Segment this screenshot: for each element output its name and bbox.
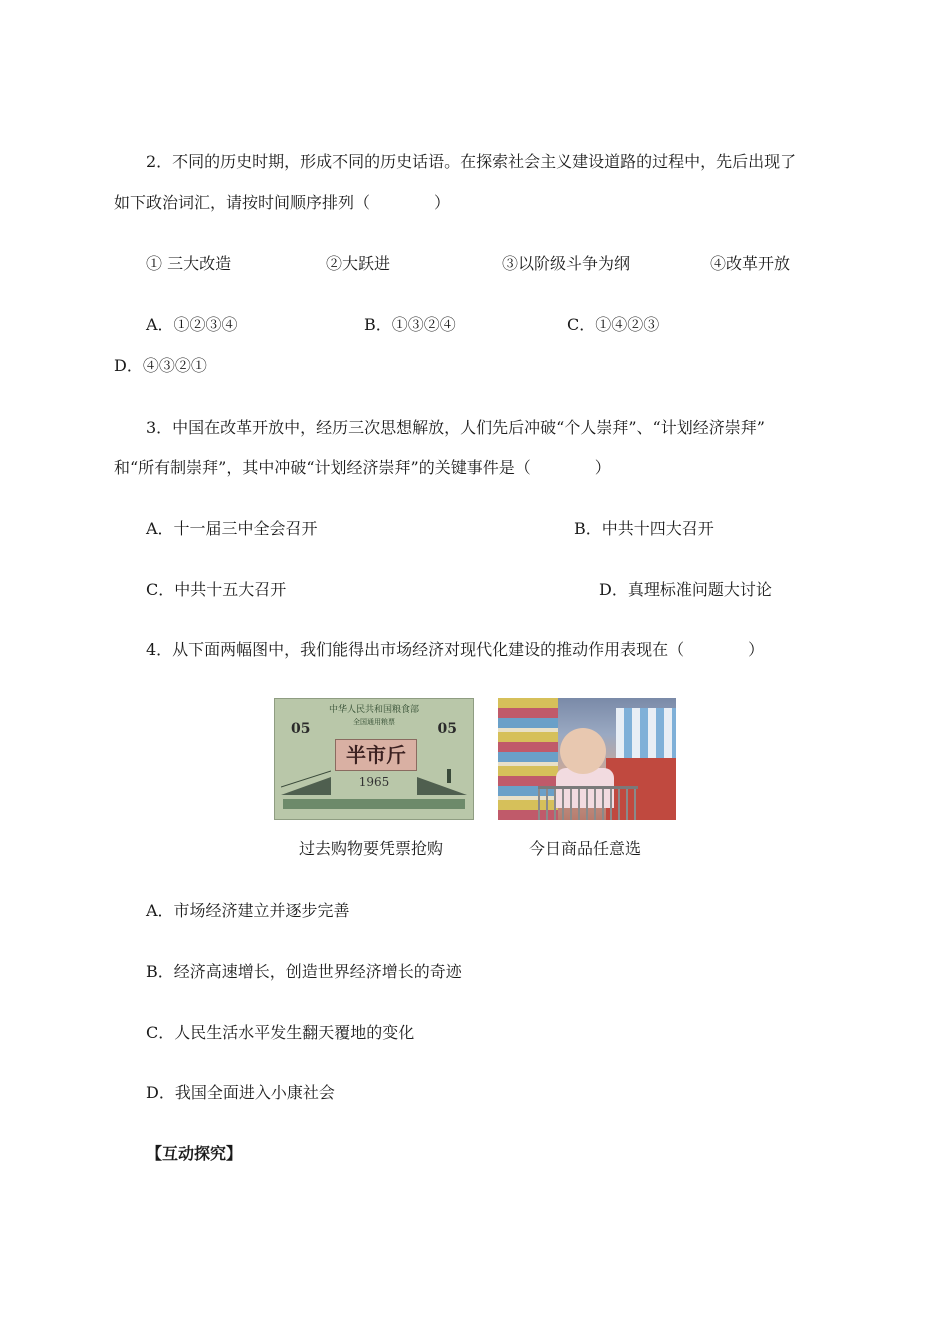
q2-item-4: ④改革开放 <box>710 254 791 273</box>
coupon-denom-right: 05 <box>437 721 457 737</box>
q3-option-b: B．中共十四大召开 <box>574 519 714 538</box>
section-heading: 【互动探究】 <box>146 1144 243 1163</box>
q3-option-c: C．中共十五大召开 <box>146 580 287 599</box>
q4-option-b: B．经济高速增长，创造世界经济增长的奇迹 <box>146 962 462 981</box>
shopping-cart <box>538 786 638 820</box>
caption-coupon: 过去购物要凭票抢购 <box>299 839 444 858</box>
supermarket-photo <box>498 698 676 820</box>
q2-item-3: ③以阶级斗争为纲 <box>502 254 631 273</box>
q4-option-d: D．我国全面进入小康社会 <box>146 1083 335 1102</box>
q2-option-a: A．①②③④ <box>146 315 238 334</box>
coupon-bottom-band <box>283 799 465 809</box>
coupon-year: 1965 <box>358 775 390 789</box>
coupon-subheader: 全国通用粮票 <box>353 718 395 726</box>
q2-item-1: ① 三大改造 <box>146 254 232 273</box>
q2-stem-line2: 如下政治词汇，请按时间顺序排列（ ） <box>114 193 451 212</box>
child-head <box>560 728 606 774</box>
q2-option-d: D．④③②① <box>114 356 207 375</box>
q4-stem: 4．从下面两幅图中，我们能得出市场经济对现代化建设的推动作用表现在（ ） <box>146 640 765 659</box>
q2-stem-line1: 2．不同的历史时期，形成不同的历史话语。在探索社会主义建设道路的过程中，先后出现了 <box>146 152 797 171</box>
caption-supermarket: 今日商品任意选 <box>529 839 642 858</box>
q2-item-2: ②大跃进 <box>326 254 391 273</box>
ration-coupon-image <box>274 698 474 820</box>
coupon-denom-left: 05 <box>291 721 311 737</box>
q2-option-b: B．①③②④ <box>364 315 456 334</box>
q3-stem-line2: 和“所有制崇拜”，其中冲破“计划经济崇拜”的关键事件是（ ） <box>114 458 611 477</box>
q4-option-c: C．人民生活水平发生翻天覆地的变化 <box>146 1023 415 1042</box>
goods-shelf-right <box>616 708 676 758</box>
q3-option-d: D．真理标准问题大讨论 <box>599 580 772 599</box>
coupon-header: 中华人民共和国粮食部 <box>328 705 419 715</box>
q2-option-c: C．①④②③ <box>567 315 660 334</box>
q4-option-a: A．市场经济建立并逐步完善 <box>146 901 350 920</box>
q3-stem-line1: 3．中国在改革开放中，经历三次思想解放，人们先后冲破“个人崇拜”、“计划经济崇拜” <box>146 418 765 437</box>
q3-option-a: A．十一届三中全会召开 <box>146 519 318 538</box>
coupon-main-text: 半市斤 <box>335 739 417 771</box>
